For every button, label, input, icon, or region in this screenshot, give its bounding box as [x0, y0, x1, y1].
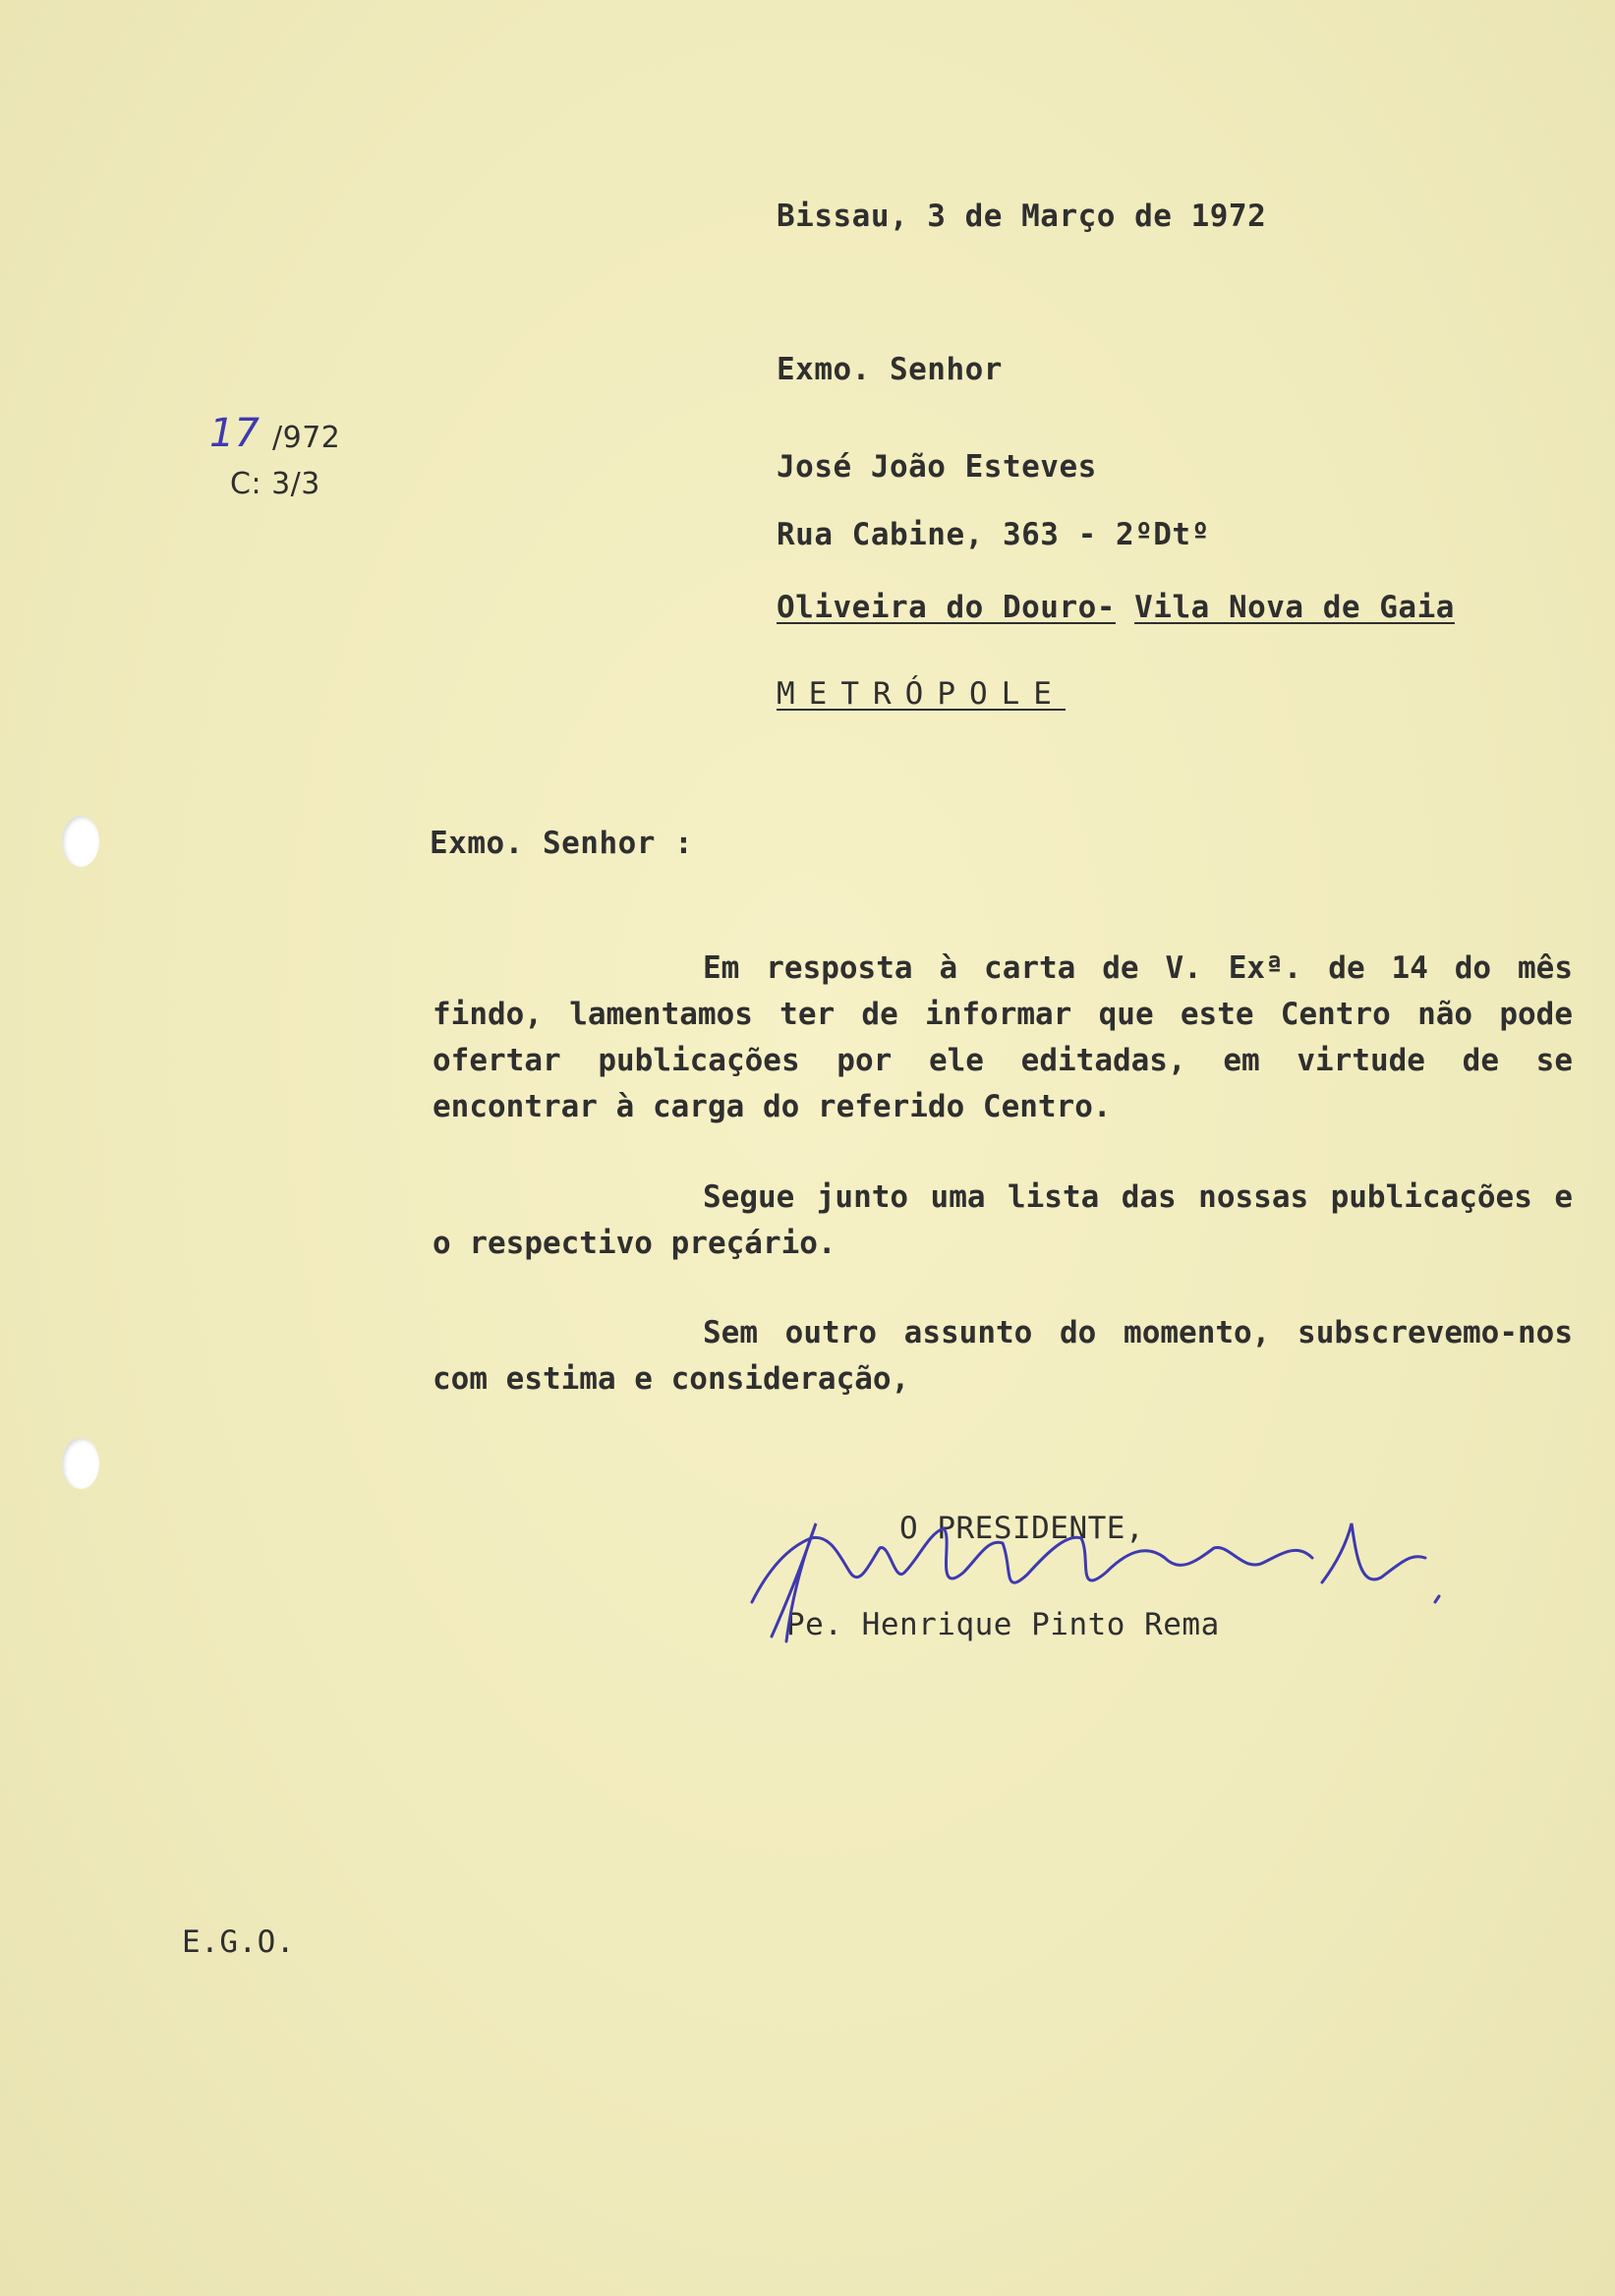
salutation-top: Exmo. Senhor: [777, 352, 1003, 387]
recipient-region: METRÓPOLE: [777, 676, 1066, 712]
ref-number: /972: [272, 421, 341, 455]
paragraph-1: [433, 946, 1573, 1130]
paragraph-3: [433, 1310, 1573, 1403]
recipient-city: [777, 590, 1455, 625]
recipient-name: José João Esteves: [777, 449, 1097, 485]
signatory-name: Pe. Henrique Pinto Rema: [786, 1607, 1220, 1642]
punch-hole-bottom: [62, 1438, 99, 1489]
paragraph-2: [433, 1175, 1573, 1267]
recipient-street: Rua Cabine, 363 - 2ºDtº: [777, 517, 1210, 552]
recipient-city-part1: Oliveira do Douro-: [777, 590, 1116, 625]
greeting: Exmo. Senhor :: [430, 826, 694, 861]
paragraph-1-text: Em resposta à carta de V. Exª. de 14 do mês findo, lamentamos ter de informar que este Centro não pode ofertar publicações por ele editadas, em virtude de se encontrar à carga do referido Centro.: [433, 950, 1573, 1124]
place-date: Bissau, 3 de Março de 1972: [777, 199, 1267, 234]
recipient-city-part2: Vila Nova de Gaia: [1134, 590, 1455, 625]
punch-hole-top: [62, 816, 99, 867]
footer-initials: E.G.O.: [182, 1924, 295, 1960]
ref-handwritten-number: 17: [209, 411, 260, 456]
handwritten-signature: [732, 1504, 1450, 1651]
ref-code: C: 3/3: [230, 467, 320, 501]
signature-title: O PRESIDENTE,: [899, 1511, 1145, 1546]
paragraph-2-text: Segue junto uma lista das nossas publicações e o respectivo preçário.: [433, 1179, 1573, 1261]
paragraph-3-text: Sem outro assunto do momento, subscrevemo-nos com estima e consideração,: [433, 1315, 1573, 1397]
